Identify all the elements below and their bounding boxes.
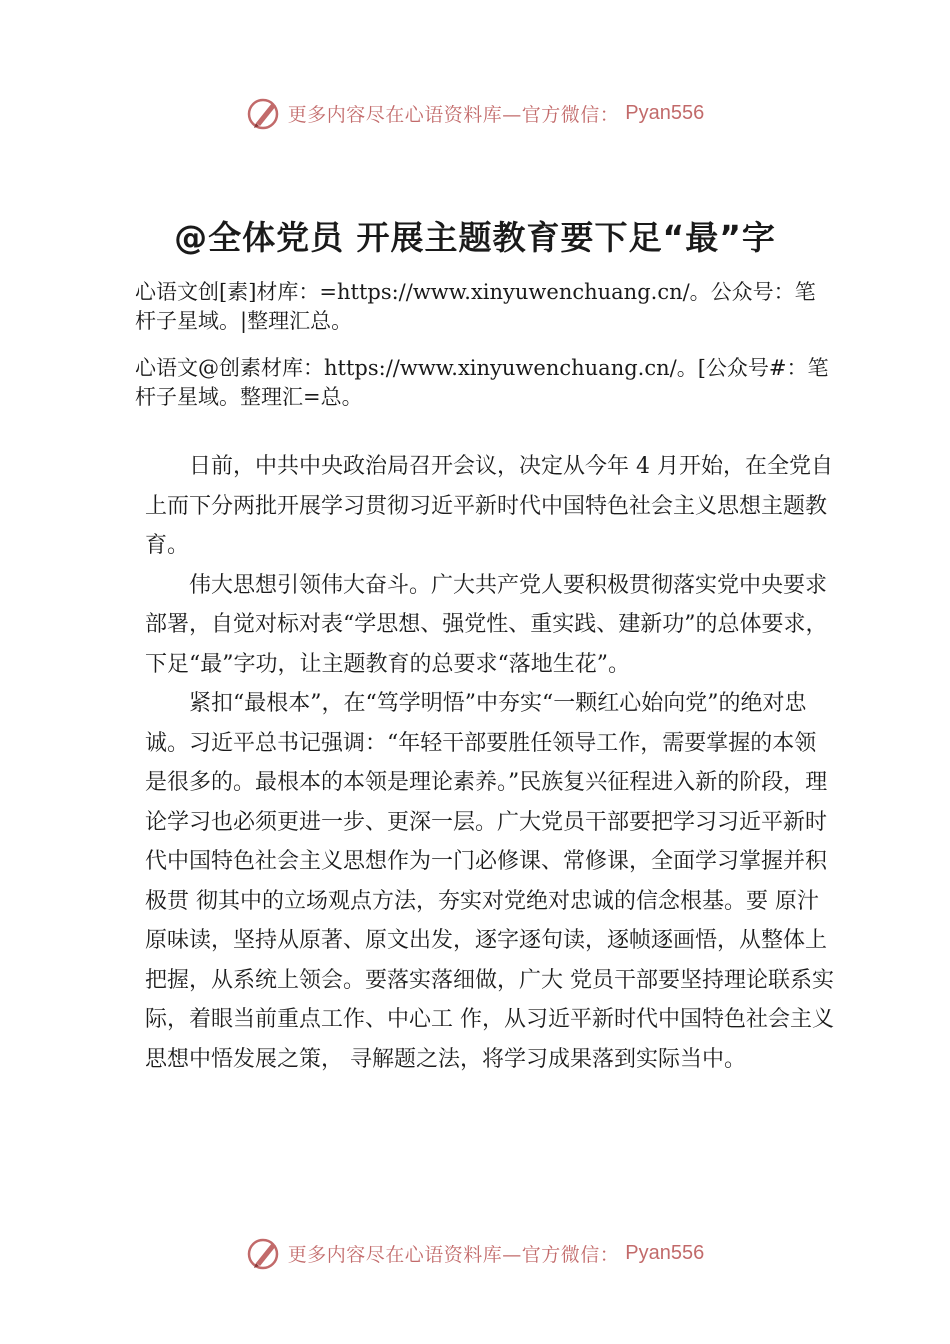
banner-text: 更多内容尽在心语资料库—官方微信： xyxy=(287,103,620,126)
paragraph: 伟大思想引领伟大奋斗。广大共产党人要积极贯彻落实党中央要求部署，自觉对标对表“学思想、强党性、重实践、建新功”的总体要求，下足“最”字功，让主题教育的总要求“落地生花”。 xyxy=(145,572,828,677)
header-banner xyxy=(0,95,950,131)
footer-banner xyxy=(0,1235,950,1271)
banner-wechat-id: Pyan556 xyxy=(625,1241,705,1264)
article-body xyxy=(145,447,835,1079)
banner-wechat-id: Pyan556 xyxy=(625,101,705,124)
document-title: @全体党员 开展主题教育要下足“最”字 xyxy=(174,218,776,257)
pen-logo-icon xyxy=(246,95,282,131)
source-note-1: 心语文创[素]材库：=https://www.xinyuwenchuang.cn/。公众号：笔杆子星域。|整理汇总。 xyxy=(135,280,816,333)
source-note-2: 心语文@创素材库：https://www.xinyuwenchuang.cn/。[公众号#：笔杆子星域。整理汇=总。 xyxy=(135,356,829,409)
paragraph: 紧扣“最根本”，在“笃学明悟”中夯实“一颗红心始向党”的绝对忠诚。习近平总书记强调：“年轻干部要胜任领导工作，需要掌握的本领是很多的。最根本的本领是理论素养。”民族复兴征程进入新的阶段，理论学习也必须更进一步、更深一层。广大党员干部要把学习习近平新时代中国特色社会主义思想作为一门必修课、常修课，全面学习掌握并积极贯 彻其中的立场观点方法，夯实对党绝对忠诚的信念根基。要 原汁原味读，坚持从原著、原文出发，逐字逐句读，逐帧逐画悟，从整体上把握，从系统上领会。要落实落细做，广大 党员干部要坚持理论联系实际，着眼当前重点工作、中心工 作，从习近平新时代中国特色社会主义思想中悟发展之策， 寻解题之法，将学习成果落到实际当中。 xyxy=(145,691,834,1072)
paragraph: 日前，中共中央政治局召开会议，决定从今年 4 月开始，在全党自上而下分两批开展学习贯彻习近平新时代中国特色社会主义思想主题教育。 xyxy=(145,454,833,558)
banner-text: 更多内容尽在心语资料库—官方微信： xyxy=(287,1243,620,1266)
pen-logo-icon xyxy=(246,1235,282,1271)
